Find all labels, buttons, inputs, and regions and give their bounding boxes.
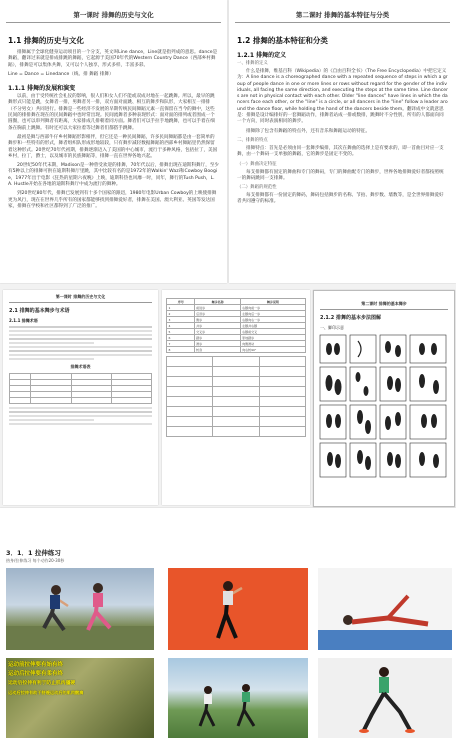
subsection-title: 1.1.1 排舞的发展和演变 bbox=[8, 85, 76, 93]
lunge-figure bbox=[318, 658, 452, 738]
thumbnail-page-3[interactable] bbox=[313, 290, 455, 507]
text-line bbox=[9, 423, 152, 425]
stretch-photo-3 bbox=[318, 568, 452, 650]
paragraph: 每支排舞都有固定的舞曲和专门的舞码，专门的舞曲配专门的舞步，世界各地排舞爱好者都按照统一的舞码跳同一支排舞。 bbox=[237, 169, 444, 181]
section-title: 1.2 排舞的基本特征和分类 bbox=[237, 36, 328, 45]
paragraph: 最初是舞与西部牛仔乡村舞蹈形影相伴，但它还是一种民间舞蹈，许多民间舞蹈都是由一套简单的舞步和一些特有的形式，舞者组织队形成形地较较，只有舞步减轻数据舞蹈的西部乡村舞蹈里仍然保留着这种形式。20世纪70年代初期，排舞逐渐迈入了美国的中心城市，流行于多种风格，包括拉丁，美国乡村，拉丁，爵士，以及城市的民族舞蹈等，排舞一直在世界各地兴起。 bbox=[8, 134, 218, 159]
divider bbox=[320, 309, 448, 310]
table-header: 舞步名称 bbox=[195, 299, 241, 305]
practice-title: 3．1．1 拉伸练习 bbox=[6, 549, 61, 557]
caption-line: 运动前拉伸要有始有终 bbox=[8, 662, 64, 668]
text-line bbox=[9, 334, 152, 336]
left-page-header: 第一课时 排舞的历史与文化 bbox=[73, 11, 154, 19]
table-row: 6 踏步 原地踏步 bbox=[167, 335, 305, 341]
practice-subtitle: 热身/拉伸练习 每个动作20-30秒 bbox=[6, 558, 65, 563]
text-line bbox=[9, 354, 152, 356]
right-page bbox=[229, 0, 456, 283]
text-line bbox=[9, 330, 152, 332]
paragraph: 到20世纪80年代，排舞已发展到有十多个国家的跟迅，1980年电影Urban Cowboy的上映使排舞更为风行，现在在世界几乎所有的国家都能够找到排舞爱好者，排舞在美国、澳大利亚、英国等发达国家，排舞在学校和社区都得到了广泛的推广。 bbox=[8, 191, 217, 209]
caption-line: 运动后拉伸要有柔有终 bbox=[8, 671, 64, 677]
text-line bbox=[9, 411, 152, 413]
text-line bbox=[9, 350, 152, 352]
text-line bbox=[9, 338, 152, 340]
table-header: 序号 bbox=[167, 299, 195, 305]
list-heading: 二、排舞的特点 bbox=[237, 137, 268, 143]
caption-line: 运动后拉伸有利于防止肌肉僵硬 bbox=[8, 681, 76, 686]
thumbnail-page-2[interactable] bbox=[162, 290, 310, 505]
table-header: 舞步说明 bbox=[241, 299, 305, 305]
subsection-title: 1.2.1 排舞的定义 bbox=[237, 52, 287, 59]
thumb-subsection-title: 2.1.1 排舞术语 bbox=[9, 317, 38, 323]
table-row: 3 侧步 右脚向右一步 bbox=[167, 317, 305, 323]
stretch-photo-1 bbox=[6, 568, 154, 650]
footstep-diagram bbox=[314, 333, 454, 483]
text-line bbox=[9, 419, 94, 421]
text-line bbox=[9, 415, 152, 417]
stretch-photo-2 bbox=[168, 568, 308, 650]
header-divider bbox=[6, 22, 221, 23]
thumb-table-title: 排舞术语表 bbox=[70, 363, 91, 369]
left-page bbox=[0, 0, 227, 283]
table-row: 4 并步 左脚并右脚 bbox=[167, 323, 305, 329]
thumbnail-page-1[interactable] bbox=[3, 290, 158, 505]
paragraph: 排舞属于全球化健身运动项目的一个分支，英文叫Line dance，Line就是指列成的意思。dance是舞蹈，翻译过来就是排成排跳的舞蹈，它起源于美国70年代的Western Country Dance（西部乡村舞蹈），排舞是可以集体共舞，又可以个人独享，形式多样，丰富多彩。 bbox=[8, 50, 218, 68]
paragraph: 每支排舞都有一份固定的舞码，舞码包括舞步的名称、节拍、舞步数、墙数等，是全世界排舞爱好者共同遵守的标准。 bbox=[237, 193, 444, 205]
list-heading: 一、排舞的定义 bbox=[237, 61, 268, 66]
stretch-photo-4 bbox=[6, 658, 154, 738]
stretching-figure bbox=[168, 568, 308, 650]
paragraph: 20世纪50年代末期，Madison是一种曾受欢迎的排舞，70年代以后，排舞出现在迪斯科舞厅，至少有5种以上的排舞可供在迪斯科舞厅里跳，其中比较有名的是1972年的Walkin' Wazi和Cowboy Boogie，1977年出于电影《狂热的星期六夜晚》上映，迪斯科热也风靡一时，同年，舞行的Tush Push，L.A. Hustle开始在各地的迪斯科舞厅中成为流行的舞种。 bbox=[8, 163, 220, 188]
stretch-photo-6 bbox=[318, 658, 452, 738]
stretching-figures bbox=[6, 568, 154, 650]
section-title: 1.1 排舞的历史与文化 bbox=[8, 36, 84, 45]
table-row: 5 交叉步 右脚前交叉 bbox=[167, 329, 305, 335]
paragraph: 排舞除了包含有舞蹈的特点外，还有音乐和舞蹈运动的特征。 bbox=[246, 128, 371, 134]
formula-line: Line = Dance = Linedance（线、排 舞蹈 排舞） bbox=[8, 71, 114, 77]
list-heading: （二）舞蹈的规范性 bbox=[237, 185, 277, 191]
floor-stretch-figure bbox=[318, 568, 452, 650]
table-row: 7 滑步 向侧滑动 bbox=[167, 341, 305, 347]
thumb-section-title: 2.1 排舞的基本舞步与术语 bbox=[9, 307, 70, 314]
paragraph: 以前，由于受传统社会礼仪的影响，很人们和女人们不能或双成对地在一起跳舞。所以，最早的跳舞形式只能是跳，女舞者一排，男舞者另一排，双方面对面跳、相互的舞步和队形，大家相互一排排（不分男女）共同进行。排舞是一些经济不发展的早期传统民间舞蹈元素一直保留在当今的舞中，这些民间的排排舞在现在的民间舞蹈中也时常出现。民间流舞者多种表现形式：面对面的排列或者围成一个圆圈，也可以串列舞者有距离，大家排成几排朝着同方面。舞者们可以手拉手地跳舞，也可以手着在细条在胸前上跳舞。有时还可以大家拉着等过舞者们都搭手跳舞。 bbox=[8, 94, 215, 131]
thumb-header: 第一课时 排舞的历史与文化 bbox=[55, 294, 106, 299]
text-line bbox=[9, 326, 152, 328]
list-heading: （一）舞曲决定特征 bbox=[237, 161, 277, 167]
paragraph: 排舞特点：首先是必须由同一套舞步编排，其次在舞曲的选择上是有要求的，即一首曲目对应一支舞，由一个舞码一支单独的舞蹈，它的舞步是固定不变的。 bbox=[237, 145, 444, 158]
group-figures bbox=[168, 658, 308, 738]
paragraph: 什么是排舞，维基百科（Wikipedia）的《自由百科全书》（The Free Encyclopedia）中把它定义为：A line dance is a choreographed dance with a repeated sequence of steps in which a group of people dance in one or more lines or rows without regard for the gender of the individuals, all facing the same direction, and executing the steps at the same time. Line dancers are not in physical contact with each other. Older "line dances" have lines in which the dancers face each other, or the "line" is a circle, or all dancers in the "line" follow a leader around the dance floor, while holding the hand of the dancers beside them。翻译成中文就意思是：排舞是设计编排好的一套舞蹈动作，排舞者站成一排或数排，跳舞时不分性别，所有的人都面向同一个方向，同时表演相同的舞步。 bbox=[237, 69, 448, 125]
steps-table bbox=[166, 298, 305, 353]
table-row: 8 转身 向右转90° bbox=[167, 347, 305, 353]
thumb-subsection-title: 一、脚印示意 bbox=[320, 324, 344, 330]
text-line bbox=[9, 346, 152, 348]
mini-table bbox=[9, 373, 152, 404]
steps-table-2 bbox=[166, 356, 305, 437]
right-page-header: 第二课时 排舞的基本特征与分类 bbox=[295, 11, 390, 19]
text-line bbox=[9, 407, 152, 409]
table-row: 1 前进步 右脚向前一步 bbox=[167, 305, 305, 311]
thumb-header: 第二课时 排舞的基本舞步 bbox=[361, 301, 407, 306]
table-row: 2 后退步 左脚向后一步 bbox=[167, 311, 305, 317]
header-divider bbox=[235, 22, 450, 23]
text-line bbox=[9, 358, 94, 360]
divider bbox=[9, 302, 152, 303]
text-line bbox=[9, 342, 94, 344]
thumb-section-title: 2.1.2 排舞的基本步法图解 bbox=[320, 314, 381, 321]
caption-line: 运动后拉伸有助于舒缓运动后的肌肉酸痛 bbox=[8, 690, 84, 695]
stretch-photo-5 bbox=[168, 658, 308, 738]
